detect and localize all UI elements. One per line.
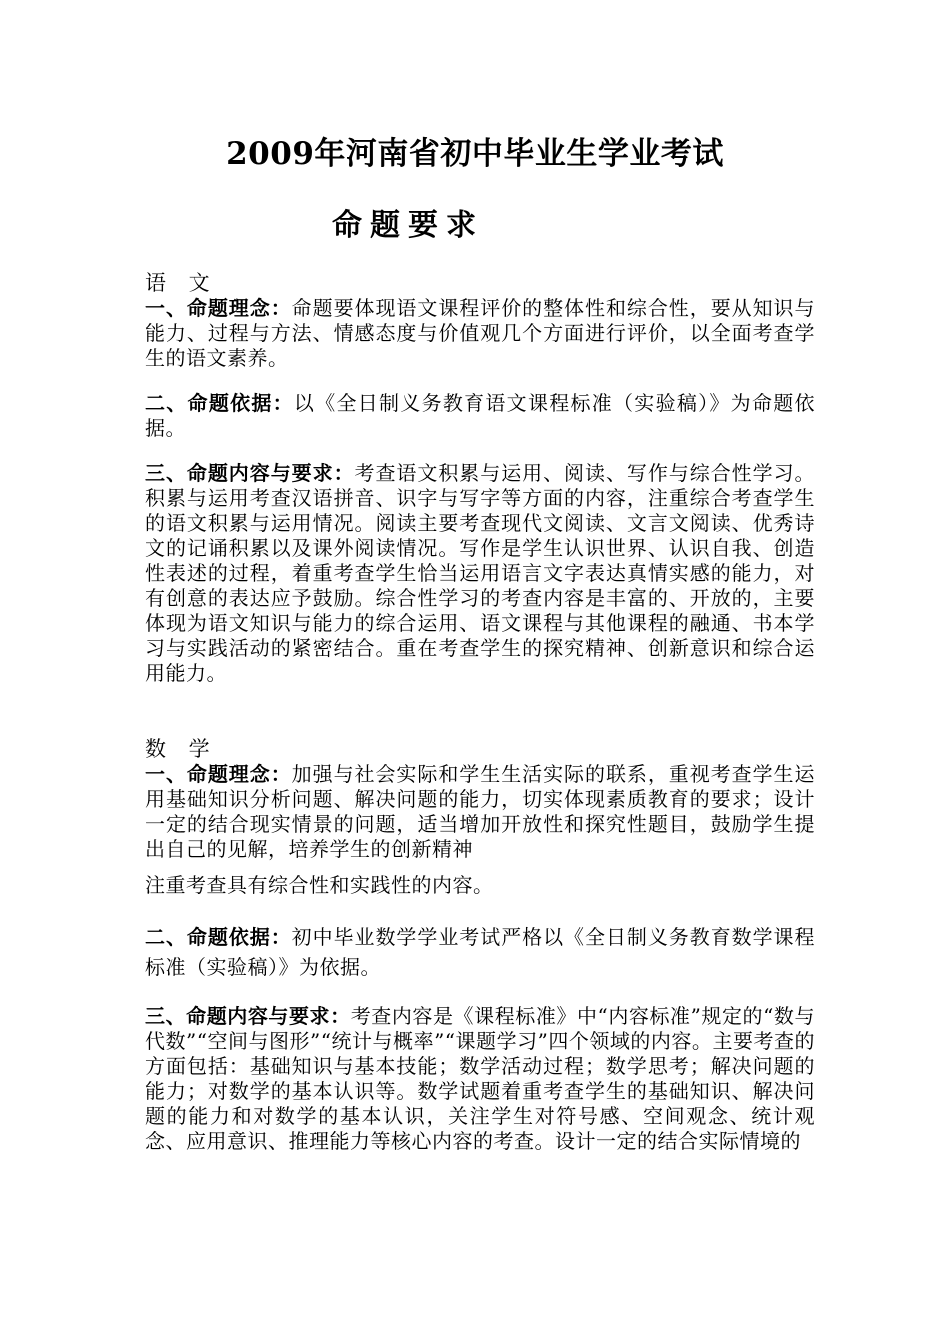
- paragraph-math-concept-continued: 注重考查具有综合性和实践性的内容。: [145, 873, 494, 897]
- paragraph-text: 加强与社会实际和学生生活实际的联系，重视考查学生运用基础知识分析问题、解决问题的能力，切实体现素质教育的要求；设计一定的结合现实情景的问题，适当增加开放性和探究性题目，鼓励学生提出自己的见解，培养学生的创新精神: [145, 762, 816, 861]
- section-chinese: [145, 270, 815, 686]
- subject-heading-math: 数 学: [145, 737, 218, 761]
- paragraph-heading: 三、命题内容与要求：: [145, 1004, 351, 1028]
- paragraph-heading: 二、命题依据：: [145, 391, 294, 415]
- section-math: [145, 736, 815, 1154]
- paragraph-text: 初中毕业数学学业考试严格以《全日制义务教育数学课程标准（实验稿）》为依据。: [145, 925, 816, 979]
- paragraph-text: 考查语文积累与运用、阅读、写作与综合性学习。积累与运用考查汉语拼音、识字与写字等方面的内容，注重综合考查学生的语文积累与运用情况。阅读主要考查现代文阅读、文言文阅读、优秀诗文的记诵积累以及课外阅读情况。写作是学生认识世界、认识自我、创造性表述的过程，着重考查学生恰当运用语言文字表达真情实感的能力，对有创意的表达应予鼓励。综合性学习的考查内容是丰富的、开放的，主要体现为语文知识与能力的综合运用、语文课程与其他课程的融通、书本学习与实践活动的紧密结合。重在考查学生的探究精神、创新意识和综合运用能力。: [145, 461, 816, 685]
- paragraph-text: 以《全日制义务教育语文课程标准（实验稿）》为命题依据。: [145, 391, 816, 440]
- paragraph-heading: 二、命题依据：: [145, 925, 292, 949]
- document-subtitle: 命题要求: [332, 208, 484, 243]
- paragraph-math-content: [145, 1004, 815, 1154]
- paragraph-heading: 一、命题理念：: [145, 296, 292, 320]
- paragraph-heading: 一、命题理念：: [145, 762, 292, 786]
- subject-heading-chinese: 语 文: [145, 271, 218, 295]
- document-title: 2009年河南省初中毕业生学业考试: [226, 136, 724, 172]
- paragraph-text: 考查内容是《课程标准》中“内容标准”规定的“数与代数”“空间与图形”“统计与概率”“课题学习”四个领域的内容。主要考查的方面包括：基础知识与基本技能；数学活动过程；数学思考；解决问题的能力；对数学的基本认识等。数学试题着重考查学生的基础知识、解决问题的能力和对数学的基本认识，关注学生对符号感、空间观念、统计观念、应用意识、推理能力等核心内容的考查。设计一定的结合实际情境的: [145, 1004, 815, 1153]
- paragraph-math-concept: [145, 762, 815, 862]
- paragraph-text: 命题要体现语文课程评价的整体性和综合性，要从知识与能力、过程与方法、情感态度与价值观几个方面进行评价，以全面考查学生的语文素养。: [145, 296, 816, 370]
- paragraph-chinese-basis: [145, 391, 815, 441]
- paragraph-heading: 三、命题内容与要求：: [145, 461, 355, 485]
- paragraph-chinese-content: [145, 461, 815, 686]
- paragraph-math-basis: [145, 922, 815, 982]
- paragraph-chinese-concept: [145, 296, 815, 371]
